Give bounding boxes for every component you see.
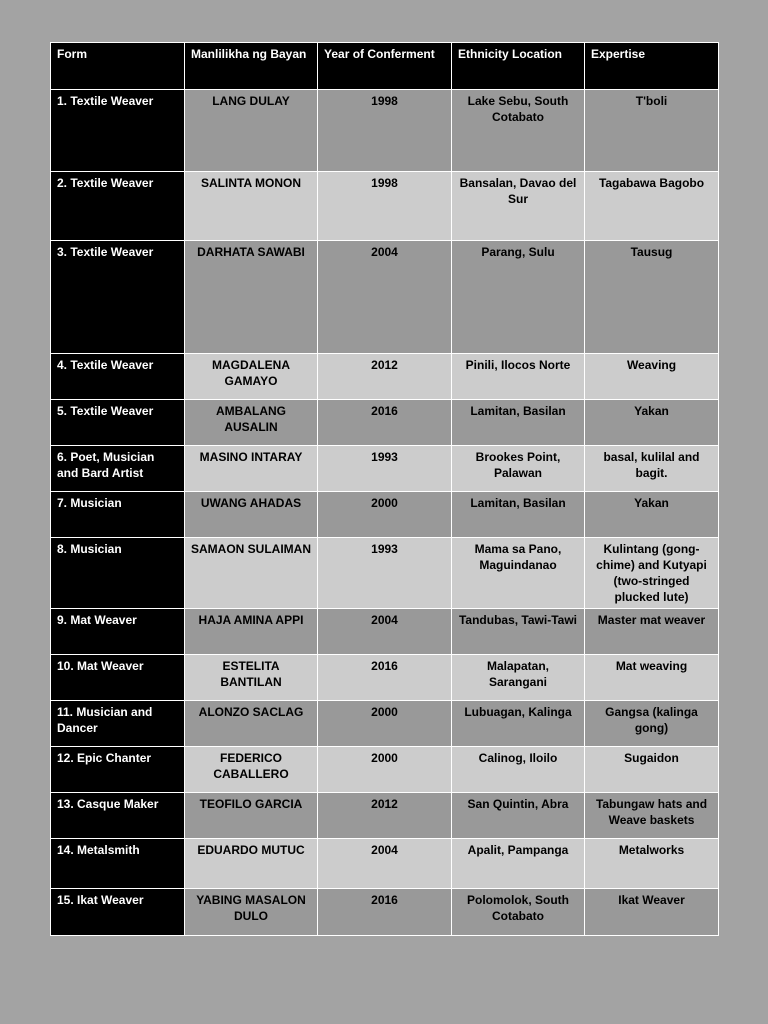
cell-year: 2004 (318, 839, 452, 889)
cell-year: 1993 (318, 538, 452, 609)
cell-form: 10. Mat Weaver (51, 655, 185, 701)
header-expertise: Expertise (585, 43, 719, 90)
table-row (51, 839, 719, 889)
cell-year: 1998 (318, 172, 452, 241)
cell-expertise: Tagabawa Bagobo (585, 172, 719, 241)
table-row (51, 492, 719, 538)
cell-form: 7. Musician (51, 492, 185, 538)
table-row (51, 701, 719, 747)
cell-form: 13. Casque Maker (51, 793, 185, 839)
cell-form: 15. Ikat Weaver (51, 889, 185, 936)
cell-expertise: Tabungaw hats and Weave baskets (585, 793, 719, 839)
cell-artist: LANG DULAY (185, 90, 318, 172)
cell-year: 2004 (318, 241, 452, 354)
cell-expertise: Tausug (585, 241, 719, 354)
cell-form: 11. Musician and Dancer (51, 701, 185, 747)
cell-expertise: T'boli (585, 90, 719, 172)
cell-artist: YABING MASALON DULO (185, 889, 318, 936)
cell-form: 6. Poet, Musician and Bard Artist (51, 446, 185, 492)
table-row (51, 400, 719, 446)
cell-location: Calinog, Iloilo (452, 747, 585, 793)
cell-location: Brookes Point, Palawan (452, 446, 585, 492)
cell-expertise: Ikat Weaver (585, 889, 719, 936)
cell-year: 2016 (318, 400, 452, 446)
header-location: Ethnicity Location (452, 43, 585, 90)
table-row (51, 354, 719, 400)
cell-expertise: Master mat weaver (585, 609, 719, 655)
header-year: Year of Conferment (318, 43, 452, 90)
table-row (51, 172, 719, 241)
cell-location: San Quintin, Abra (452, 793, 585, 839)
cell-form: 14. Metalsmith (51, 839, 185, 889)
cell-expertise: Yakan (585, 492, 719, 538)
artists-table (50, 42, 719, 936)
cell-expertise: Weaving (585, 354, 719, 400)
cell-location: Lamitan, Basilan (452, 400, 585, 446)
cell-form: 12. Epic Chanter (51, 747, 185, 793)
table-header-row (51, 43, 719, 90)
cell-location: Malapatan, Sarangani (452, 655, 585, 701)
header-artist: Manlilikha ng Bayan (185, 43, 318, 90)
cell-expertise: Kulintang (gong-chime) and Kutyapi (two-stringed plucked lute) (585, 538, 719, 609)
cell-location: Pinili, Ilocos Norte (452, 354, 585, 400)
cell-year: 2016 (318, 655, 452, 701)
cell-expertise: Yakan (585, 400, 719, 446)
cell-year: 2016 (318, 889, 452, 936)
cell-location: Apalit, Pampanga (452, 839, 585, 889)
cell-year: 2004 (318, 609, 452, 655)
cell-form: 4. Textile Weaver (51, 354, 185, 400)
cell-expertise: Sugaidon (585, 747, 719, 793)
cell-artist: MASINO INTARAY (185, 446, 318, 492)
table-row (51, 655, 719, 701)
cell-artist: TEOFILO GARCIA (185, 793, 318, 839)
cell-year: 2000 (318, 492, 452, 538)
cell-artist: FEDERICO CABALLERO (185, 747, 318, 793)
cell-artist: DARHATA SAWABI (185, 241, 318, 354)
cell-location: Parang, Sulu (452, 241, 585, 354)
cell-form: 3. Textile Weaver (51, 241, 185, 354)
cell-artist: EDUARDO MUTUC (185, 839, 318, 889)
table-row (51, 538, 719, 609)
cell-form: 2. Textile Weaver (51, 172, 185, 241)
cell-location: Tandubas, Tawi-Tawi (452, 609, 585, 655)
table-row (51, 747, 719, 793)
table-row (51, 889, 719, 936)
table-row (51, 609, 719, 655)
cell-form: 8. Musician (51, 538, 185, 609)
cell-artist: ESTELITA BANTILAN (185, 655, 318, 701)
cell-form: 1. Textile Weaver (51, 90, 185, 172)
header-form: Form (51, 43, 185, 90)
cell-location: Lake Sebu, South Cotabato (452, 90, 585, 172)
cell-artist: SALINTA MONON (185, 172, 318, 241)
cell-form: 9. Mat Weaver (51, 609, 185, 655)
cell-expertise: Mat weaving (585, 655, 719, 701)
cell-expertise: basal, kulilal and bagit. (585, 446, 719, 492)
cell-location: Lamitan, Basilan (452, 492, 585, 538)
cell-location: Mama sa Pano, Maguindanao (452, 538, 585, 609)
cell-location: Lubuagan, Kalinga (452, 701, 585, 747)
table-row (51, 446, 719, 492)
cell-location: Bansalan, Davao del Sur (452, 172, 585, 241)
cell-year: 2000 (318, 701, 452, 747)
cell-artist: ALONZO SACLAG (185, 701, 318, 747)
cell-artist: SAMAON SULAIMAN (185, 538, 318, 609)
cell-year: 1993 (318, 446, 452, 492)
cell-artist: HAJA AMINA APPI (185, 609, 318, 655)
table-row (51, 90, 719, 172)
cell-year: 1998 (318, 90, 452, 172)
cell-year: 2000 (318, 747, 452, 793)
cell-year: 2012 (318, 354, 452, 400)
cell-location: Polomolok, South Cotabato (452, 889, 585, 936)
table-body (51, 90, 719, 936)
cell-artist: UWANG AHADAS (185, 492, 318, 538)
table-row (51, 241, 719, 354)
cell-form: 5. Textile Weaver (51, 400, 185, 446)
cell-expertise: Gangsa (kalinga gong) (585, 701, 719, 747)
cell-year: 2012 (318, 793, 452, 839)
table-row (51, 793, 719, 839)
cell-expertise: Metalworks (585, 839, 719, 889)
cell-artist: MAGDALENA GAMAYO (185, 354, 318, 400)
cell-artist: AMBALANG AUSALIN (185, 400, 318, 446)
